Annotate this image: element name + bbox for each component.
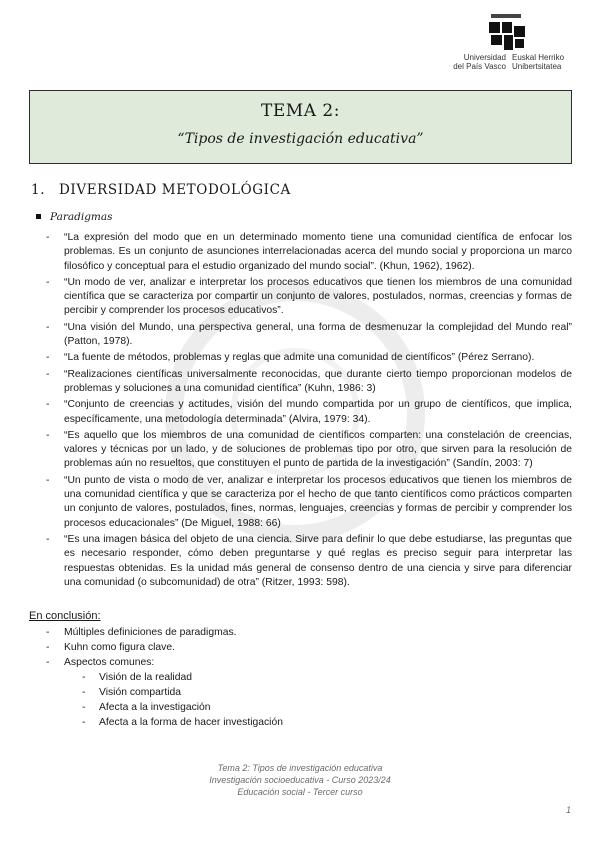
list-item: - “Una visión del Mundo, una perspectiva general, una forma de desmenuzar la complejidad del Mundo real” (Patton, 1978).: [46, 321, 572, 350]
conclusion-heading: En conclusión:: [29, 610, 101, 622]
logo-mark-icon: [489, 22, 525, 52]
list-item: - Múltiples definiciones de paradigmas.: [46, 625, 283, 640]
list-item: - Visión de la realidad: [82, 670, 283, 685]
list-item: - “Es aquello que los miembros de una comunidad de científicos comparten: una constelación de creencias, valores y técnicas por un lado, y de soluciones de problemas tipo por otro, que sirven para la resolución de problemas aún no resueltos, que constituyen el punto de partida de la investigación” (Sandín, 2003: 7): [46, 429, 572, 472]
list-item: - Afecta a la forma de hacer investigación: [82, 715, 283, 730]
university-logo: [446, 14, 576, 74]
logo-text-basque: [512, 54, 576, 71]
list-item: - “La fuente de métodos, problemas y reglas que admite una comunidad de científicos” (Pérez Serrano).: [46, 351, 572, 365]
subsection-label: Paradigmas: [50, 211, 113, 223]
list-item: - “Un modo de ver, analizar e interpretar los procesos educativos que tienen los miembros de una comunidad científica que se caracteriza por compartir un conjunto de valores, postulados, normas, creencias y formas de percibir y comprender los procesos educativos”.: [46, 276, 572, 319]
list-item: [46, 655, 283, 730]
square-bullet-icon: [36, 214, 41, 219]
page-footer: [0, 762, 600, 798]
footer-line: Tema 2: Tipos de investigación educativa: [217, 763, 383, 773]
list-item: - “Un punto de vista o modo de ver, analizar e interpretar los procesos educativos que tienen los miembros de una comunidad científica y que se caracteriza por el hecho de que tanto científicos como prácticos comparten un conjunto de valores, postulados, fines, normas, lenguajes, creencias y formas de percibir y comprender los procesos educacionales” (De Miguel, 1988: 66): [46, 474, 572, 531]
list-item: - “Es una imagen básica del objeto de una ciencia. Sirve para definir lo que debe estudiarse, las preguntas que es necesario responder, cómo deben preguntarse y qué reglas es preciso seguir para interpretar las respuestas obtenidas. Es la unidad más general de consenso dentro de una ciencia y sirve para diferenciar una comunidad (o subcomunidad) de otra” (Ritzer, 1993: 598).: [46, 533, 572, 590]
logo-top-bar: [491, 14, 521, 18]
page-number: 1: [566, 805, 572, 815]
footer-line: Investigación socioeducativa - Curso 2023/24: [209, 775, 391, 785]
list-item: - Visión compartida: [82, 685, 283, 700]
footer-line: Educación social - Tercer curso: [237, 787, 363, 797]
common-aspects-list: [64, 670, 283, 730]
page-title: TEMA 2:: [261, 101, 340, 121]
logo-text-line: del País Vasco: [453, 61, 506, 71]
logo-text-line: Unibertsitatea: [512, 61, 562, 71]
page-subtitle: “Tipos de investigación educativa”: [177, 131, 424, 147]
section-number: 1.: [31, 182, 46, 198]
list-item: - “Realizaciones científicas universalmente reconocidas, que durante cierto tiempo proporcionan modelos de problemas y soluciones a una comunidad científica” (Kuhn, 1986: 3): [46, 368, 572, 397]
paradigm-definitions-list: [46, 231, 572, 592]
subsection-heading: [36, 211, 113, 223]
common-aspects-label: Aspectos comunes:: [64, 657, 155, 668]
list-item: - “La expresión del modo que en un determinado momento tiene una comunidad científica de enfocar los problemas. Es un conjunto de asunciones interrelacionadas acerca del mundo social y proporciona un marco filosófico y conceptual para el estudio organizado del mundo social”. (Khun, 1962), 1962).: [46, 231, 572, 274]
section-heading: [31, 182, 291, 198]
list-item: - Afecta a la investigación: [82, 700, 283, 715]
logo-text-spanish: [446, 54, 506, 71]
section-title: DIVERSIDAD METODOLÓGICA: [59, 182, 291, 198]
conclusion-list: [46, 625, 283, 730]
title-box: [29, 90, 572, 164]
logo-text-line: Universidad: [463, 53, 506, 62]
logo-text-line: Euskal Herriko: [512, 53, 565, 62]
list-item: - Kuhn como figura clave.: [46, 640, 283, 655]
list-item: - “Conjunto de creencias y actitudes, visión del mundo compartida por un grupo de científicos, que implica, específicamente, una metodología determinada” (Alvira, 1979: 34).: [46, 398, 572, 427]
